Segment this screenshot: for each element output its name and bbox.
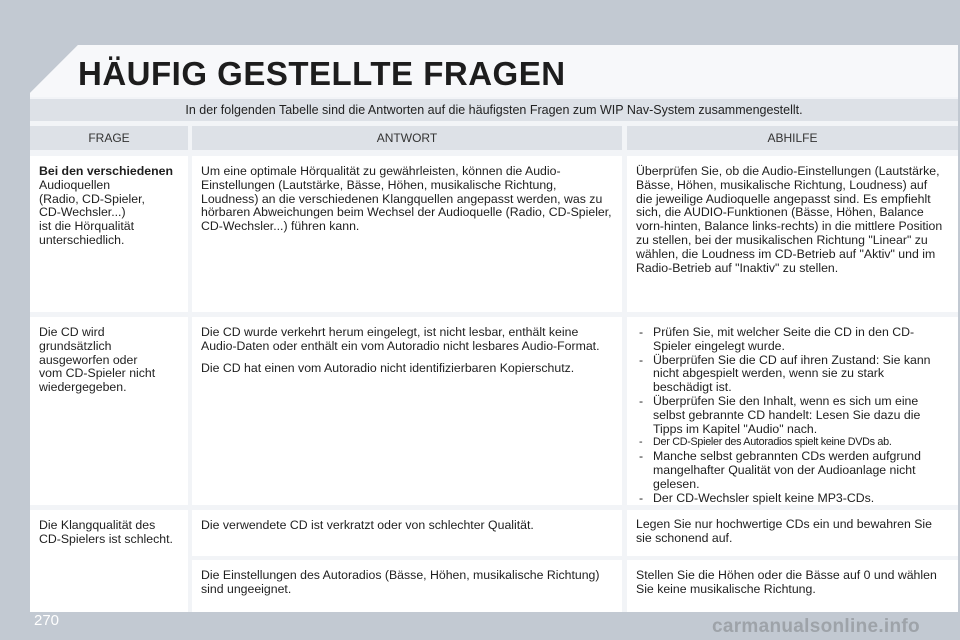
remedy-item: - Manche selbst gebrannten CDs werden aufgrund mangelhafter Qualität von der Audioanlage nicht gelesen. xyxy=(636,450,946,491)
row2-question xyxy=(30,317,188,505)
row2-remedy xyxy=(627,317,958,505)
row3a-remedy xyxy=(627,510,958,556)
row2-remedy-list xyxy=(636,326,946,505)
row3-question-text: Die Klangqualität des CD-Spielers ist schlecht. xyxy=(39,518,173,546)
header-abhilfe: ABHILFE xyxy=(627,126,958,150)
row1-remedy xyxy=(627,156,958,312)
page-number: 270 xyxy=(34,612,60,629)
row2-question-text: Die CD wird grundsätzlich ausgeworfen oder vom CD-Spieler nicht wiedergegeben. xyxy=(39,325,156,395)
row2-answer-text-2: Die CD hat einen vom Autoradio nicht identifizierbaren Kopierschutz. xyxy=(201,360,575,375)
remedy-item: - Der CD-Wechsler spielt keine MP3-CDs. xyxy=(636,492,946,506)
row1-answer-text: Um eine optimale Hörqualität zu gewährleisten, können die Audio-Einstellungen (Lautstärke, Bässe, Höhen, musikalische Richtung, Loudness) an die verschiedenen Klangquellen angepasst werden, was zu hörbaren Abweichungen beim Wechsel der Audioquelle (Radio, CD-Spieler, CD-Wechsler...) führen kann. xyxy=(201,164,612,234)
row3a-remedy-text: Legen Sie nur hochwertige CDs ein und bewahren Sie sie schonend auf. xyxy=(636,517,932,545)
page-title: HÄUFIG GESTELLTE FRAGEN xyxy=(78,55,566,92)
header-frage: FRAGE xyxy=(30,126,188,150)
row1-remedy-text: Überprüfen Sie, ob die Audio-Einstellungen (Lautstärke, Bässe, Höhen, musikalische Richtung, Loudness) auf die jeweilige Audioquelle angepasst sind. Es empfiehlt sich, die AUDIO-Funktionen (Bässe, Höhen, Balance vorn-hinten, Balance links-rechts) in die mittlere Position zu stellen, bei der musikalischen Richtung "Linear" zu wählen, die Loudness im CD-Betrieb auf "Aktiv" und im Radio-Betrieb auf "Inaktiv" zu stellen. xyxy=(636,164,943,275)
remedy-item: - Prüfen Sie, mit welcher Seite die CD in den CD-Spieler eingelegt wurde. xyxy=(636,326,946,354)
row1-question xyxy=(30,156,188,312)
row3a-answer xyxy=(192,510,622,556)
remedy-item: - Überprüfen Sie den Inhalt, wenn es sich um eine selbst gebrannte CD handelt: Lesen Sie dazu die Tipps im Kapitel "Audio" nach. xyxy=(636,395,946,436)
row2-answer xyxy=(192,317,622,505)
row1-question-bold: Bei den verschiedenen xyxy=(39,164,173,178)
row3b-remedy-text: Stellen Sie die Höhen oder die Bässe auf 0 und wählen Sie keine musikalische Richtung. xyxy=(636,568,937,596)
watermark: carmanualsonline.info xyxy=(712,616,920,637)
row3b-answer-text: Die Einstellungen des Autoradios (Bässe, Höhen, musikalische Richtung) sind ungeeignet. xyxy=(201,568,600,596)
row3a-answer-text: Die verwendete CD ist verkratzt oder von schlechter Qualität. xyxy=(201,518,534,532)
row2-answer-text-1: Die CD wurde verkehrt herum eingelegt, ist nicht lesbar, enthält keine Audio-Daten oder enthält ein vom Autoradio nicht lesbares Audio-Format. xyxy=(201,325,600,353)
intro-text: In der folgenden Tabelle sind die Antworten auf die häufigsten Fragen zum WIP Nav-System zusammengestellt. xyxy=(30,99,958,121)
row1-answer xyxy=(192,156,622,312)
row3b-answer xyxy=(192,560,622,612)
row3b-remedy xyxy=(627,560,958,612)
remedy-item: - Der CD-Spieler des Autoradios spielt keine DVDs ab. xyxy=(636,436,946,450)
row1-question-text: Audioquellen (Radio, CD-Spieler, CD-Wechsler...) ist die Hörqualität unterschiedlich. xyxy=(39,177,145,247)
header-antwort: ANTWORT xyxy=(192,126,622,150)
remedy-item: - Überprüfen Sie die CD auf ihren Zustand: Sie kann nicht abgespielt werden, wenn sie zu stark beschädigt ist. xyxy=(636,354,946,395)
row3-question xyxy=(30,510,188,612)
